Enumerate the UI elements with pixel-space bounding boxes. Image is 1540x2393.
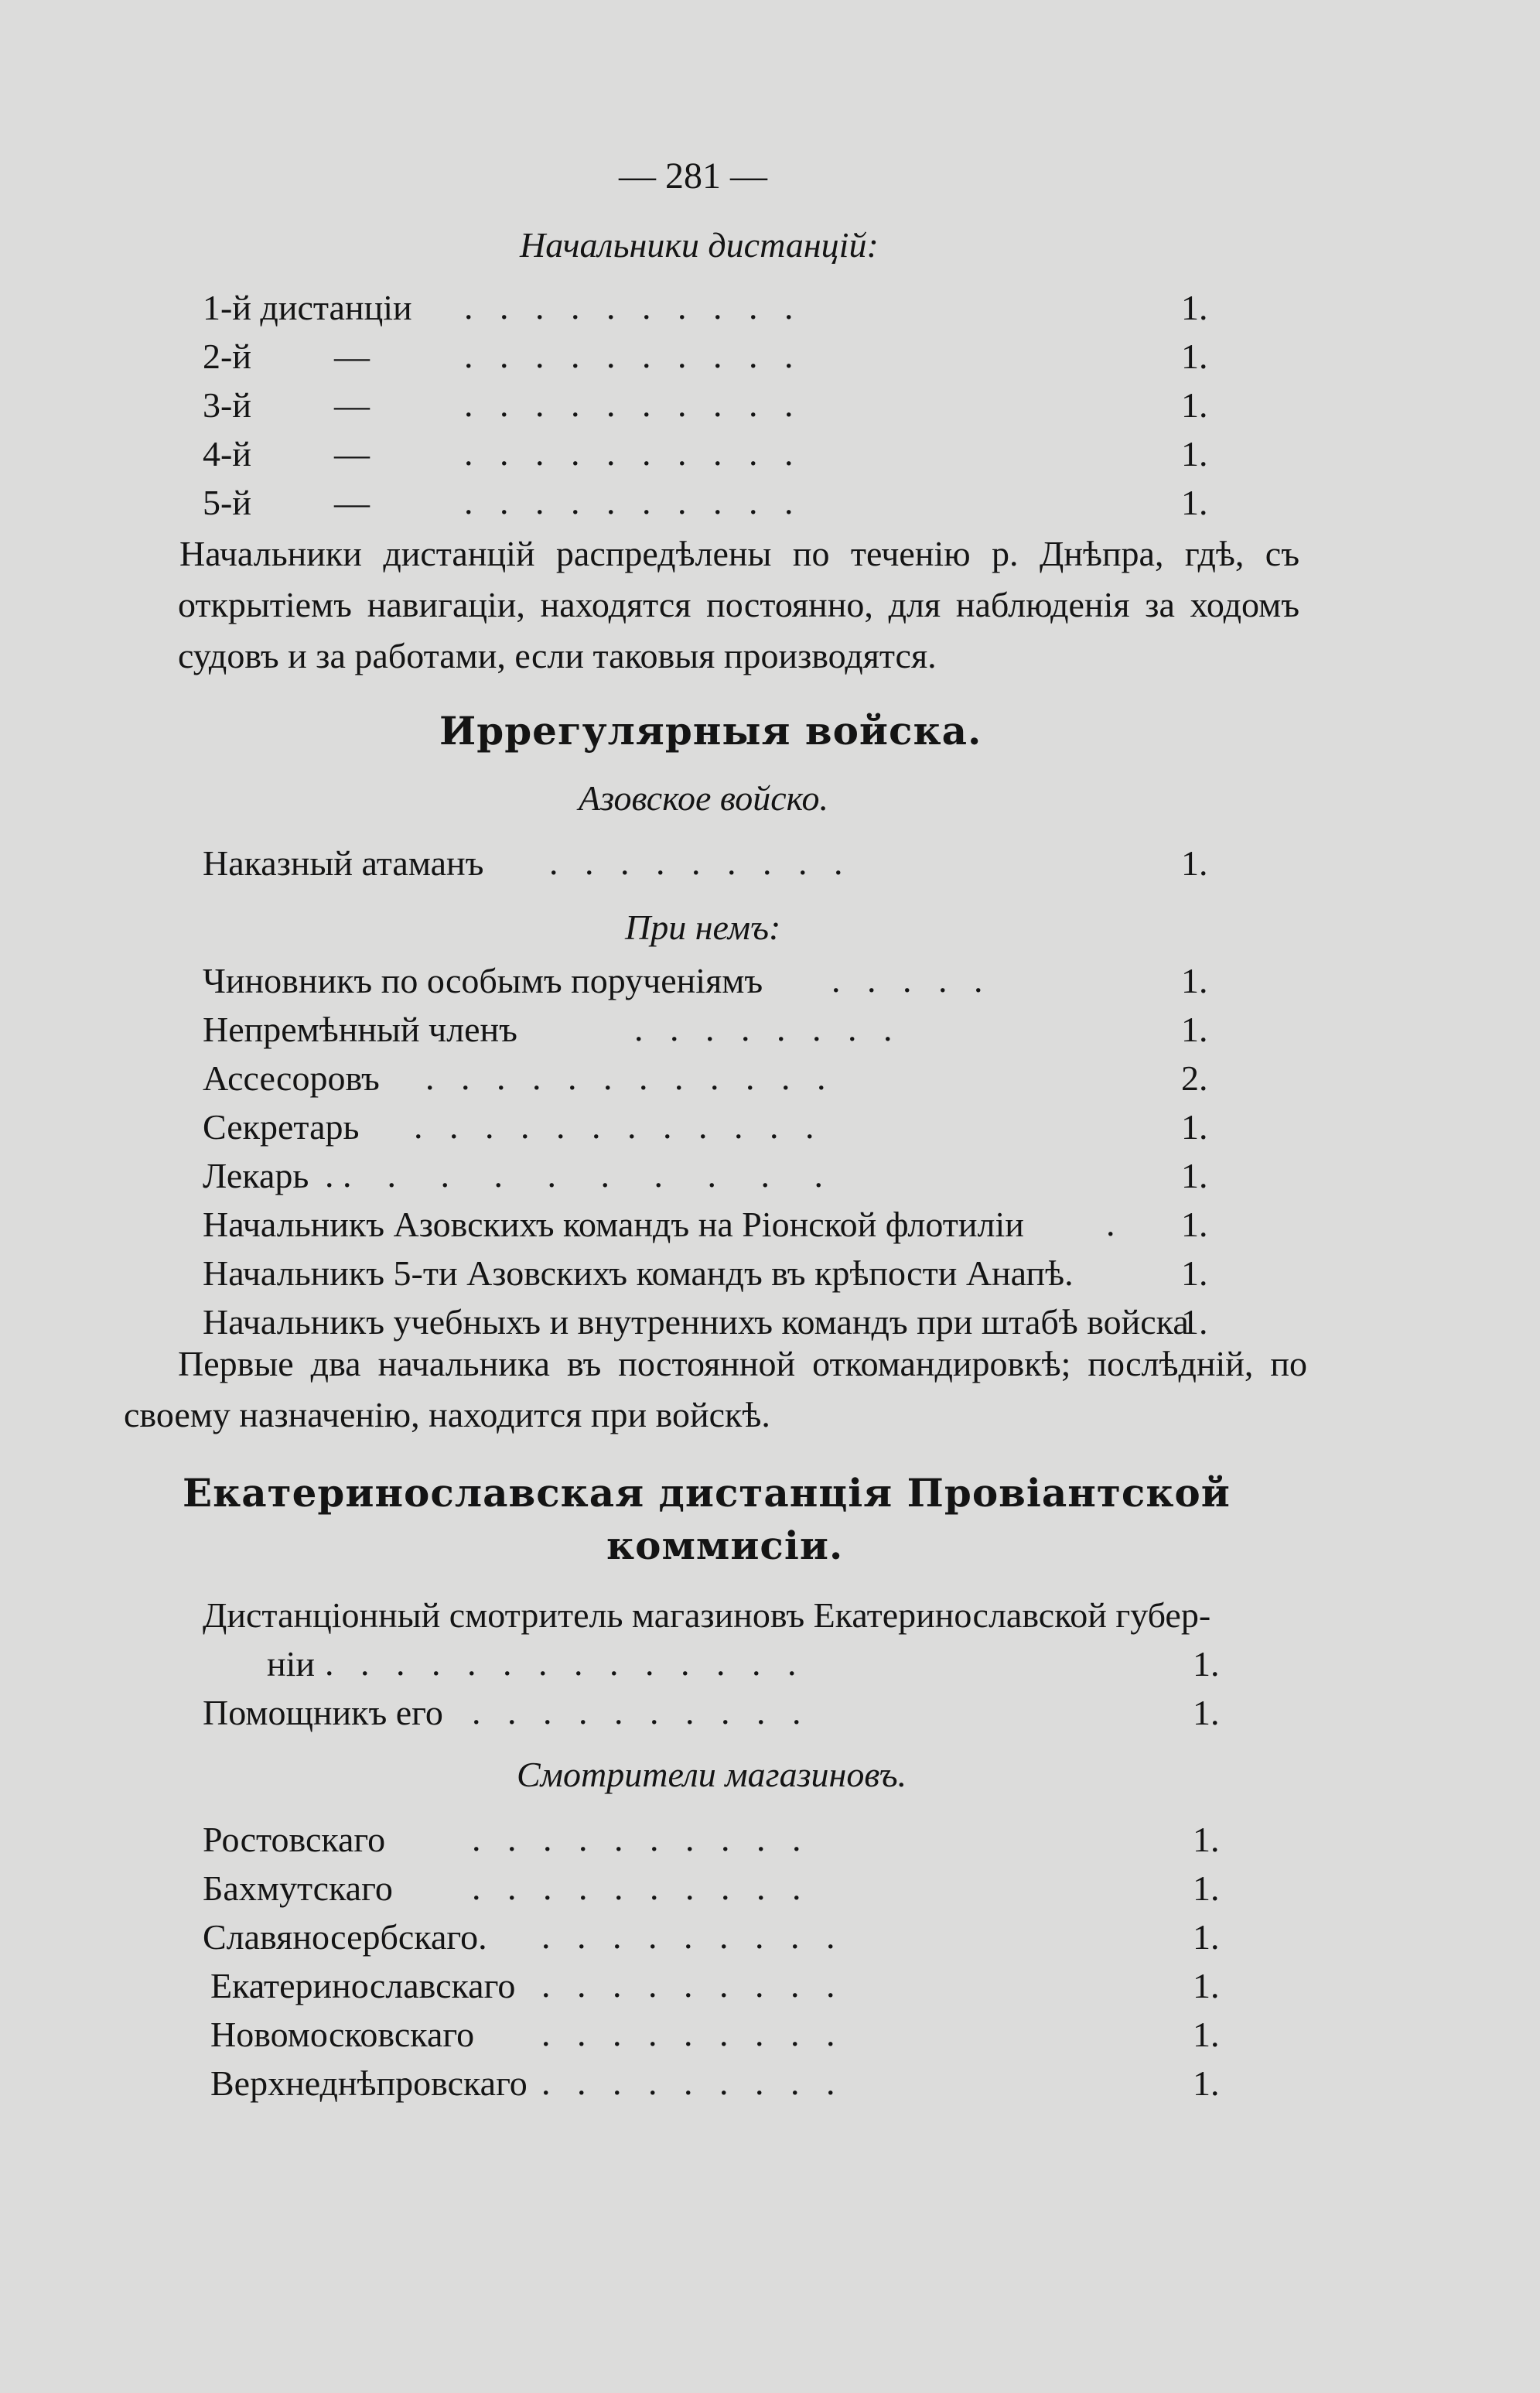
staff-row-value: 2. [1181,1058,1208,1098]
store-label: Ростовскаго [203,1820,386,1859]
leader-dots: . . . . . [831,960,983,1000]
staff-row-label: Начальникъ учебныхъ и внутреннихъ командъ при штабѣ войска [203,1302,1189,1342]
store-value: 1. [1193,1820,1220,1859]
leader-dots: . . . . . . . . . . [464,287,794,326]
ataman-label: Наказный атаманъ [203,843,484,883]
store-value: 1. [1193,1966,1220,2005]
store-label: Новомосковскаго [210,2015,475,2054]
staff-row-value: 1. [1181,1010,1208,1049]
leader-dots: . . . . . . . . . . . . [414,1106,814,1146]
distance-row-value: 1. [1181,337,1208,376]
distance-row-value: 1. [1181,288,1208,327]
distances-paragraph: Начальники дистанцій распредѣлены по теченію р. Днѣпра, гдѣ, съ открытіемъ навигаціи, находятся постоянно, для наблюденія за ходомъ судовъ и за работами, если таковыя производятся. [178,534,1299,675]
leader-dots: . . . . . . . . . [541,1965,835,2005]
leader-dots: . . . . . . . . . . [464,336,794,375]
leader-dots: . [1106,1204,1115,1243]
distance-row-label: 3-й [203,385,251,425]
staff-row-value: 1. [1181,961,1208,1000]
store-label: Славяносербскаго. [203,1917,487,1957]
distance-row-label: 1-й дистанціи [203,288,412,327]
inspector-value: 1. [1193,1644,1220,1684]
leader-dots: . . . . . . . . . . . [325,1155,823,1195]
store-value: 1. [1193,1917,1220,1957]
store-value: 1. [1193,1868,1220,1908]
assistant-value: 1. [1193,1693,1220,1732]
leader-dots: . . . . . . . . . . [464,433,794,473]
distance-row-label: 5-й [203,483,251,522]
distance-row-label: 2-й [203,337,251,376]
leader-dots: . . . . . . . . . [541,1916,835,1956]
page-number: — 281 — [619,156,767,197]
ditto-dash: — [334,385,370,425]
ditto-dash: — [334,337,370,376]
inspector-line1: Дистанціонный смотритель магазиновъ Екатеринославской губер- [203,1595,1211,1635]
staff-row-label: Непремѣнный членъ [203,1010,517,1049]
leader-dots: . . . . . . . . . . [472,1819,801,1858]
staff-row-label: Лекарь [203,1156,309,1195]
staff-row-value: 1. [1181,1302,1208,1342]
leader-dots: . . . . . . . . . [541,2014,835,2053]
store-label: Бахмутскаго [203,1868,393,1908]
staff-row-value: 1. [1181,1156,1208,1195]
leader-dots: . . . . . . . . . [541,2063,835,2102]
leader-dots: . . . . . . . . . . [464,385,794,424]
leader-dots: . . . . . . . . [634,1009,893,1048]
staff-row-label: Ассесоровъ [203,1058,380,1098]
irregular-paragraph: Первые два начальника въ постоянной откомандировкѣ; послѣдній, по своему назначенію, находится при войскѣ. [124,1344,1307,1434]
distances-heading: Начальники дистанцій: [520,225,879,265]
leader-dots: . . . . . . . . . . . . . . [325,1643,797,1683]
store-label: Верхнеднѣпровскаго [210,2063,528,2103]
staff-row-value: 1. [1181,1205,1208,1244]
leader-dots: . . . . . . . . . . . . [425,1058,826,1097]
irregular-heading: Иррегулярныя войска. [439,708,982,754]
distance-row-value: 1. [1181,385,1208,425]
store-value: 1. [1193,2015,1220,2054]
stores-heading: Смотрители магазиновъ. [517,1755,907,1794]
under-heading: При немъ: [625,908,781,947]
staff-row-label: Начальникъ 5-ти Азовскихъ командъ въ крѣпости Анапѣ. [203,1253,1074,1293]
store-value: 1. [1193,2063,1220,2103]
staff-row-label: Начальникъ Азовскихъ командъ на Ріонской флотиліи [203,1205,1024,1244]
inspector-line2: ніи [267,1644,316,1684]
staff-row-value: 1. [1181,1253,1208,1293]
ditto-dash: — [334,483,370,522]
leader-dots: . . . . . . . . . [549,843,843,882]
leader-dots: . . . . . . . . . . [472,1692,801,1732]
provision-heading-line2: коммисіи. [606,1523,844,1568]
ditto-dash: — [334,434,370,473]
provision-heading-line1: Екатеринославская дистанція Провіантской [183,1470,1231,1516]
staff-row-value: 1. [1181,1107,1208,1147]
distance-row-value: 1. [1181,434,1208,473]
leader-dots: . . . . . . . . . . [472,1868,801,1907]
distance-row-value: 1. [1181,483,1208,522]
staff-row-label: Чиновникъ по особымъ порученіямъ [203,961,763,1000]
leader-dots: . . . . . . . . . . [464,482,794,521]
staff-row-label: Секретарь [203,1107,360,1147]
store-label: Екатеринославскаго [210,1966,516,2005]
ataman-value: 1. [1181,843,1208,883]
azov-subheading: Азовское войско. [579,778,828,818]
assistant-label: Помощникъ его [203,1693,443,1732]
distance-row-label: 4-й [203,434,251,473]
